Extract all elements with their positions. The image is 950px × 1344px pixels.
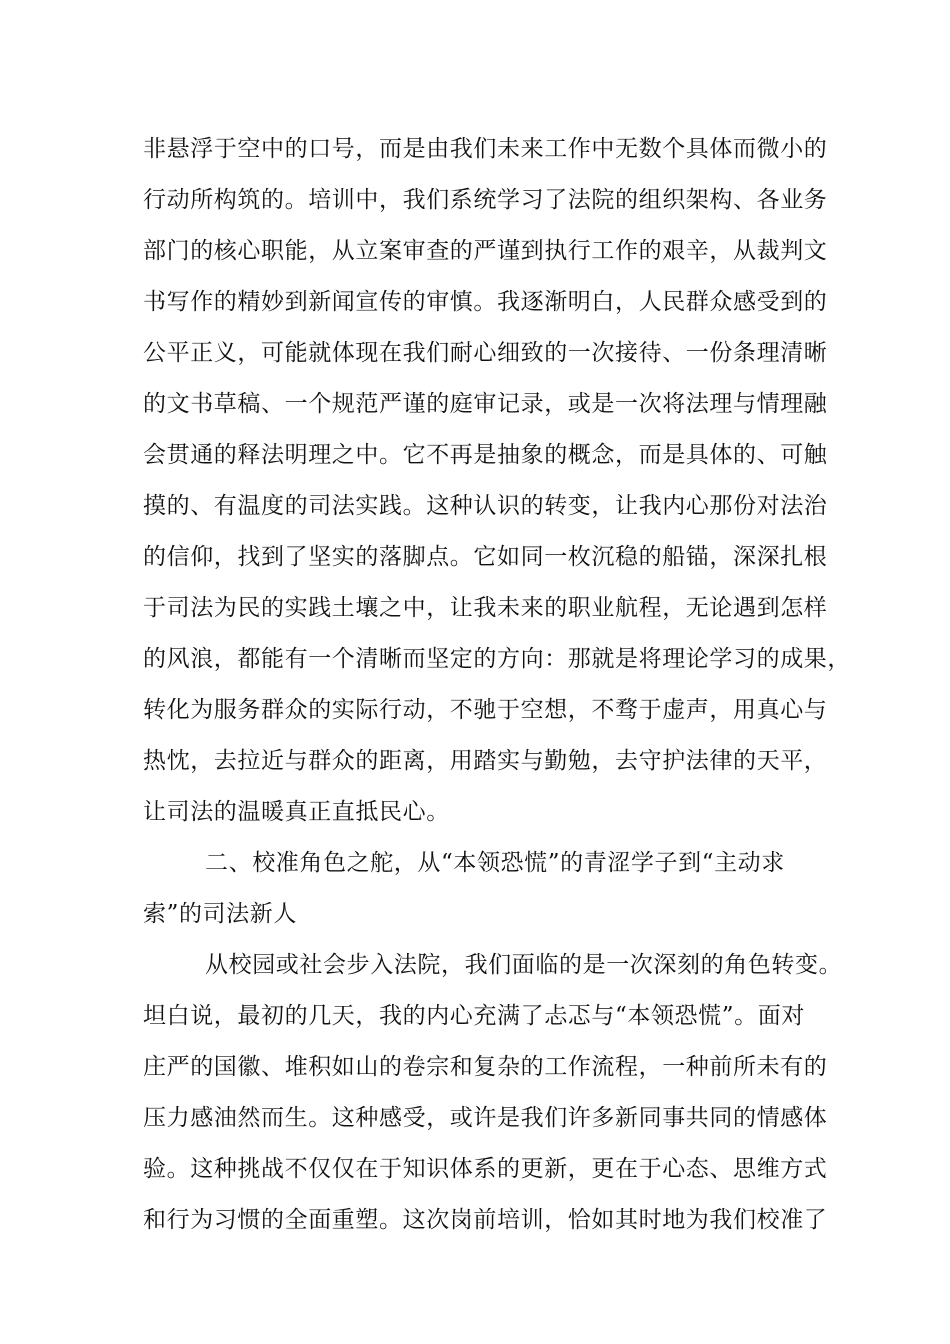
body-text-line: 压力感油然而生。这种感受，或许是我们许多新同事共同的情感体 — [143, 1105, 828, 1131]
section-heading-line: 二、校准角色之舵，从“本领恐慌”的青涩学子到“主动求 — [205, 850, 785, 876]
body-text-line: 热忱，去拉近与群众的距离，用踏实与勤勉，去守护法律的天平， — [143, 748, 828, 774]
body-text-line: 从校园或社会步入法院，我们面临的是一次深刻的角色转变。 — [205, 952, 843, 978]
body-text-line: 会贯通的释法明理之中。它不再是抽象的概念，而是具体的、可触 — [143, 442, 828, 468]
body-text-line: 转化为服务群众的实际行动，不驰于空想，不骛于虚声，用真心与 — [143, 697, 828, 723]
body-text-line: 书写作的精妙到新闻宣传的审慎。我逐渐明白，人民群众感受到的 — [143, 289, 828, 315]
body-text-line: 的信仰，找到了坚实的落脚点。它如同一枚沉稳的船锚，深深扎根 — [143, 544, 828, 570]
body-text-line: 让司法的温暖真正直抵民心。 — [143, 799, 450, 825]
body-text-line: 部门的核心职能，从立案审查的严谨到执行工作的艰辛，从裁判文 — [143, 238, 828, 264]
body-text-line: 和行为习惯的全面重塑。这次岗前培训，恰如其时地为我们校准了 — [143, 1207, 828, 1233]
body-text-line: 非悬浮于空中的口号，而是由我们未来工作中无数个具体而微小的 — [143, 136, 828, 162]
body-text-line: 的文书草稿、一个规范严谨的庭审记录，或是一次将法理与情理融 — [143, 391, 828, 417]
section-heading-line: 索”的司法新人 — [143, 901, 297, 927]
body-text-line: 行动所构筑的。培训中，我们系统学习了法院的组织架构、各业务 — [143, 187, 828, 213]
body-text-line: 庄严的国徽、堆积如山的卷宗和复杂的工作流程，一种前所未有的 — [143, 1054, 828, 1080]
body-text-line: 坦白说，最初的几天，我的内心充满了忐忑与“本领恐慌”。面对 — [143, 1003, 805, 1029]
body-text-line: 于司法为民的实践土壤之中，让我未来的职业航程，无论遇到怎样 — [143, 595, 828, 621]
body-text-line: 摸的、有温度的司法实践。这种认识的转变，让我内心那份对法治 — [143, 493, 828, 519]
body-text-line: 的风浪，都能有一个清晰而坚定的方向：那就是将理论学习的成果， — [143, 646, 851, 672]
body-text-line: 公平正义，可能就体现在我们耐心细致的一次接待、一份条理清晰 — [143, 340, 828, 366]
body-text-line: 验。这种挑战不仅仅在于知识体系的更新，更在于心态、思维方式 — [143, 1156, 828, 1182]
